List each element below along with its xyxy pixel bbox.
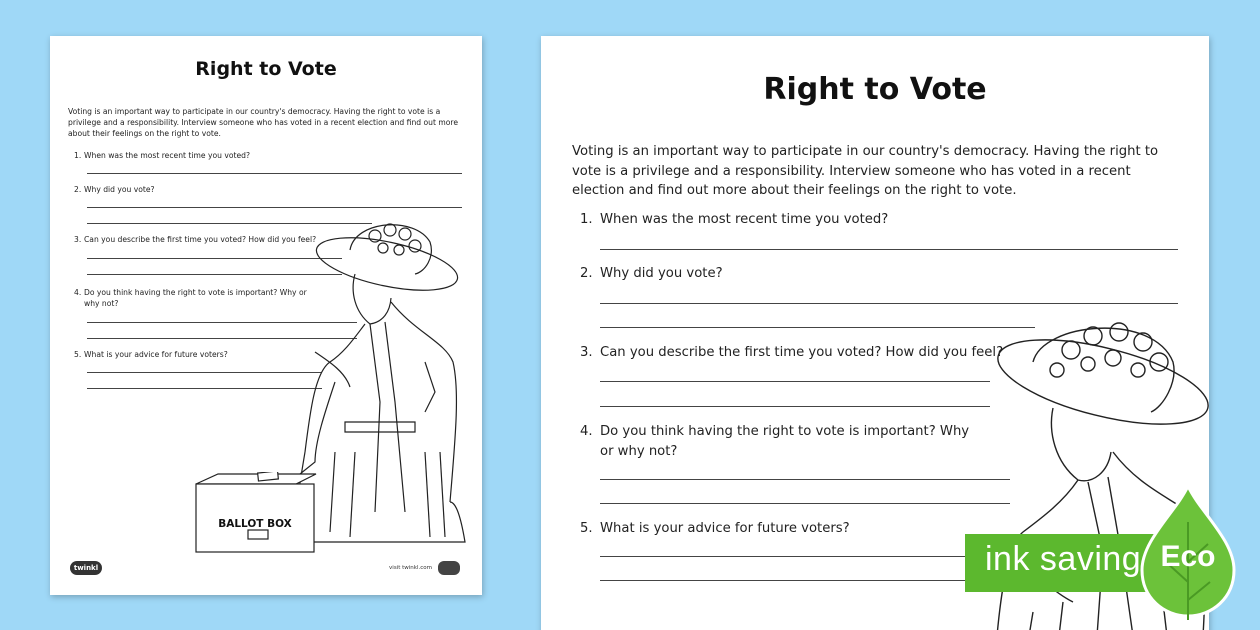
ink-saving-label: ink saving bbox=[985, 540, 1142, 578]
footer-site: visit twinkl.com bbox=[389, 565, 432, 571]
question-4: 4. Do you think having the right to vote is important? Why or why not? bbox=[580, 424, 970, 459]
page-title: Right to Vote bbox=[195, 58, 337, 80]
answer-line bbox=[600, 503, 1010, 504]
question-1: 1. When was the most recent time you voted? bbox=[74, 151, 250, 160]
answer-line bbox=[600, 406, 990, 407]
answer-line bbox=[600, 556, 965, 557]
question-1: 1. When was the most recent time you voted? bbox=[580, 212, 889, 227]
answer-line bbox=[600, 381, 990, 382]
question-2: 2. Why did you vote? bbox=[580, 266, 723, 281]
question-5: 5. What is your advice for future voters? bbox=[580, 521, 850, 536]
worksheet-preview-small bbox=[50, 36, 482, 595]
answer-line bbox=[600, 580, 965, 581]
twinkl-logo: twinkl bbox=[70, 561, 102, 575]
answer-line bbox=[87, 173, 462, 174]
question-4: 4. Do you think having the right to vote is important? Why or why not? bbox=[74, 288, 307, 308]
intro-paragraph: Voting is an important way to participate in our country's democracy. Having the right to vote is a privilege and a responsibility. Interview someone who has voted in a recent election and find out more about their feelings on the right to vote. bbox=[68, 107, 459, 138]
answer-line bbox=[600, 479, 1010, 480]
ballot-box-illustration bbox=[192, 472, 317, 554]
eco-label: Eco bbox=[1160, 540, 1216, 573]
question-5: 5. What is your advice for future voters? bbox=[74, 350, 228, 359]
twinkl-badge-icon bbox=[438, 561, 460, 575]
question-3: 3. Can you describe the first time you voted? How did you feel? bbox=[580, 345, 1004, 360]
answer-line bbox=[600, 303, 1178, 304]
question-2: 2. Why did you vote? bbox=[74, 185, 155, 194]
answer-line bbox=[87, 207, 462, 208]
question-3: 3. Can you describe the first time you voted? How did you feel? bbox=[74, 235, 317, 244]
answer-line bbox=[600, 327, 1035, 328]
answer-line bbox=[600, 249, 1178, 250]
intro-paragraph: Voting is an important way to participate in our country's democracy. Having the right to vote is a privilege and a responsibility. Interview someone who has voted in a recent election and find out more about their feelings on the right to vote. bbox=[572, 144, 1159, 198]
ballot-box-label: BALLOT BOX bbox=[218, 518, 292, 530]
page-title: Right to Vote bbox=[763, 72, 987, 107]
